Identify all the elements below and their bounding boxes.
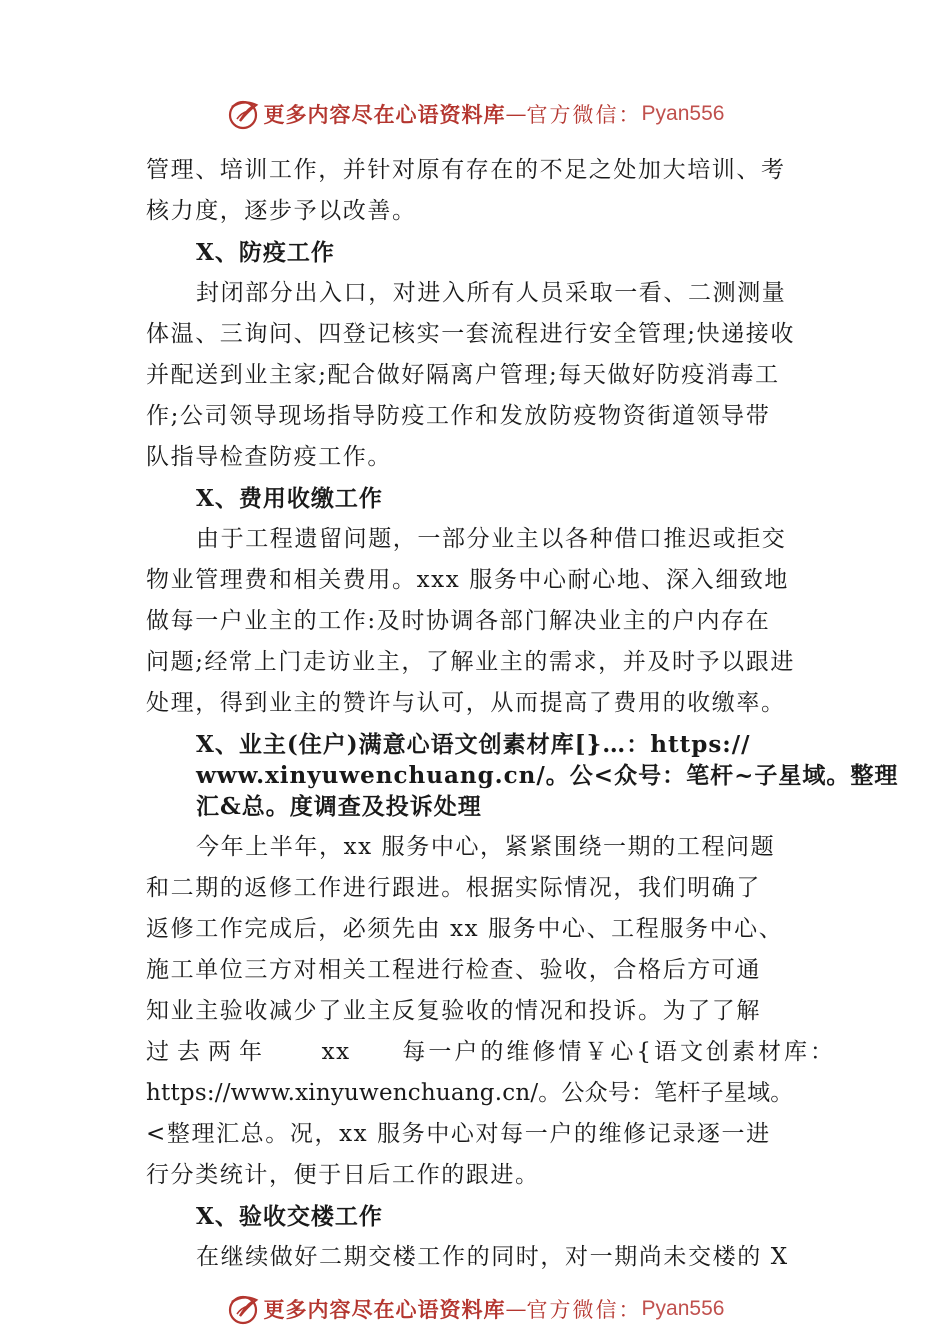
text-line: 由于工程遗留问题，一部分业主以各种借口推迟或拒交: [196, 526, 787, 552]
text-fragment: 过去两年: [146, 1039, 270, 1065]
text-line: 知业主验收减少了业主反复验收的情况和投诉。为了了解: [146, 998, 761, 1024]
banner-separator: —: [505, 1297, 527, 1321]
banner-wechat-label: 官方微信：: [526, 103, 642, 127]
section-heading-fees: X、费用收缴工作: [196, 485, 383, 512]
header-banner: [0, 94, 950, 134]
text-line: 封闭部分出入口，对进入所有人员采取一看、二测测量: [196, 280, 787, 306]
text-line: 返修工作完成后，必须先由 xx 服务中心、工程服务中心、: [146, 916, 784, 942]
text-line: 核力度，逐步予以改善。: [146, 198, 417, 224]
text-line: 在继续做好二期交楼工作的同时，对一期尚未交楼的 X: [196, 1244, 789, 1270]
text-line: 管理、培训工作，并针对原有存在的不足之处加大培训、考: [146, 157, 786, 183]
text-line: [146, 1032, 836, 1073]
text-line: 问题;经常上门走访业主，了解业主的需求，并及时予以跟进: [146, 649, 795, 675]
brand-logo-icon: [226, 1292, 260, 1326]
heading-line: X、业主(住户)满意心语文创素材库[}…：https://: [196, 731, 751, 758]
text-line: 行分类统计，便于日后工作的跟进。: [146, 1162, 540, 1188]
text-line: 今年上半年，xx 服务中心，紧紧围绕一期的工程问题: [196, 834, 776, 860]
text-line: 体温、三询问、四登记核实一套流程进行安全管理;快递接收: [146, 321, 795, 347]
text-line: 施工单位三方对相关工程进行检查、验收，合格后方可通: [146, 957, 761, 983]
section-heading-satisfaction: [146, 724, 899, 827]
text-fragment: xx: [321, 1039, 351, 1065]
text-line: <整理汇总。况，xx 服务中心对每一户的维修记录逐一进: [146, 1121, 771, 1147]
banner-wechat-id: Pyan556: [641, 1297, 725, 1320]
banner-wechat-id: Pyan556: [641, 102, 725, 125]
text-line: 处理，得到业主的赞许与认可，从而提高了费用的收缴率。: [146, 690, 786, 716]
brand-logo-icon: [226, 97, 260, 131]
banner-title: 更多内容尽在心语资料库: [263, 102, 506, 127]
section-heading-handover: X、验收交楼工作: [196, 1203, 383, 1230]
banner-title: 更多内容尽在心语资料库: [263, 1297, 506, 1322]
text-line: 并配送到业主家;配合做好隔离户管理;每天做好防疫消毒工: [146, 362, 780, 388]
banner-wechat-label: 官方微信：: [526, 1298, 642, 1322]
banner-separator: —: [505, 102, 527, 126]
text-fragment: 每一户的维修情￥心{语文创素材库：: [402, 1039, 836, 1065]
text-line: 物业管理费和相关费用。xxx 服务中心耐心地、深入细致地: [146, 567, 790, 593]
document-body: [146, 150, 899, 1278]
heading-line: www.xinyuwenchuang.cn/。公<众号：笔杆~子星域。整理: [196, 762, 899, 789]
text-line: 作;公司领导现场指导防疫工作和发放防疫物资街道领导带: [146, 403, 771, 429]
text-line: https://www.xinyuwenchuang.cn/。公众号：笔杆子星域。: [146, 1080, 794, 1106]
heading-line: 汇&总。度调查及投诉处理: [196, 793, 482, 820]
section-heading-epidemic: X、防疫工作: [196, 239, 335, 266]
text-line: 和二期的返修工作进行跟进。根据实际情况，我们明确了: [146, 875, 761, 901]
text-line: 做每一户业主的工作:及时协调各部门解决业主的户内存在: [146, 608, 771, 634]
text-line: 队指导检查防疫工作。: [146, 444, 392, 470]
footer-banner: [0, 1289, 950, 1329]
